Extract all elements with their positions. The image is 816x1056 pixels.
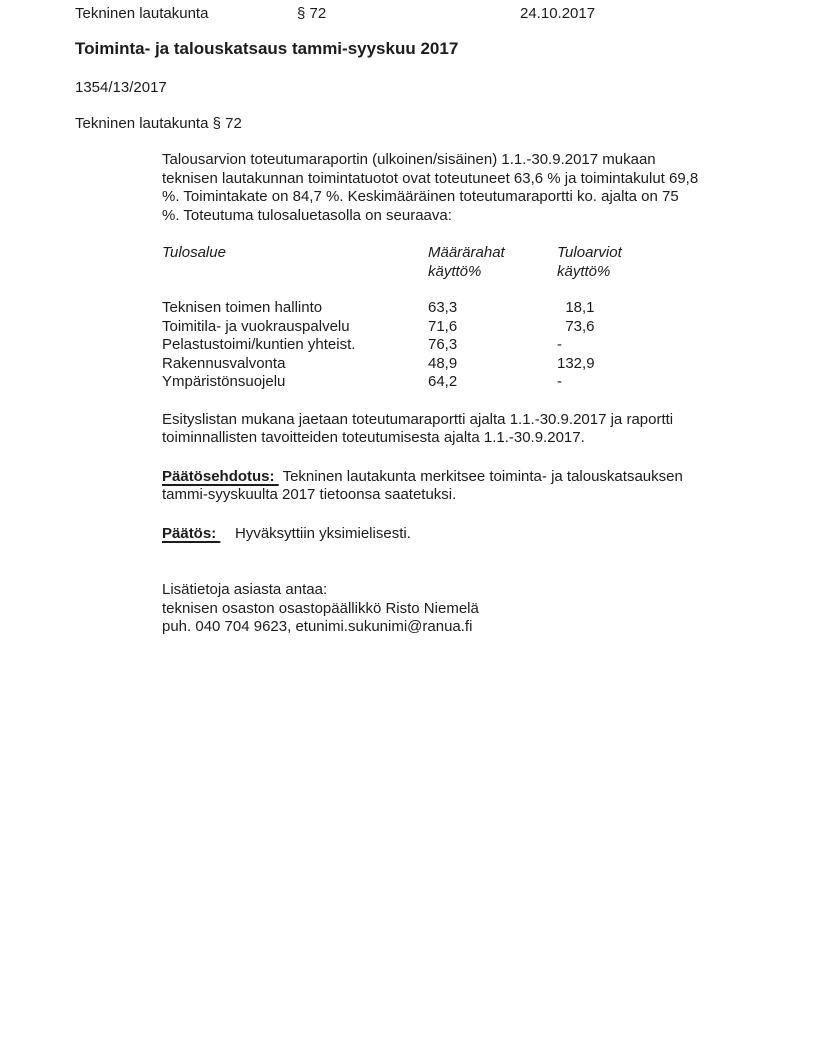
intro-paragraph [162, 151, 806, 225]
table-row [162, 318, 806, 337]
cell-revenue: 73,6 [557, 317, 595, 335]
contact-person: teknisen osaston osastopäällikkö Risto Niemelä [162, 599, 479, 617]
subheading: Tekninen lautakunta § 72 [75, 115, 242, 132]
cell-revenue: - [557, 336, 562, 353]
decision-text: Hyväksyttiin yksimielisesti. [235, 524, 411, 542]
cell-area: Toimitila- ja vuokrauspalvelu [162, 317, 350, 335]
table-row [162, 336, 806, 355]
intro-line: teknisen lautakunnan toimintatuotot ovat toteutuneet 63,6 % ja toimintakulut 69,8 [162, 169, 699, 187]
attachment-line: toiminnallisten tavoitteiden toteutumisesta ajalta 1.1.-30.9.2017. [162, 429, 585, 446]
decision-proposal [162, 468, 806, 505]
cell-area: Rakennusvalvonta [162, 354, 286, 372]
results-table-rows [162, 299, 806, 392]
decision-proposal-line1 [162, 468, 806, 487]
intro-line: %. Toteutuma tulosaluetasolla on seuraava: [162, 206, 452, 224]
intro-line: %. Toimintakate on 84,7 %. Keskimääräinen toteutumaraportti ko. ajalta on 75 [162, 188, 679, 205]
cell-area: Ympäristönsuojelu [162, 373, 286, 390]
table-row [162, 299, 806, 318]
cell-appropriations: 63,3 [428, 299, 458, 316]
cell-revenue: 132,9 [557, 354, 595, 372]
column-header-tuloarviot: Tuloarviot käyttö% [557, 244, 622, 280]
document-title: Toiminta- ja talouskatsaus tammi-syyskuu 2017 [75, 39, 459, 58]
decision-proposal-label: Päätösehdotus: [162, 467, 279, 485]
column-header-maararahat: Määrärahat käyttö% [428, 244, 505, 280]
cell-area: Pelastustoimi/kuntien yhteist. [162, 336, 356, 353]
header-committee: Tekninen lautakunta [75, 5, 209, 22]
header-section-number: § 72 [297, 5, 327, 22]
cell-appropriations: 76,3 [428, 336, 458, 353]
decision-label-cell [162, 525, 235, 544]
decision [162, 525, 806, 544]
cell-revenue: - [557, 373, 562, 390]
intro-line: Talousarvion toteutumaraportin (ulkoinen/sisäinen) 1.1.-30.9.2017 mukaan [162, 151, 656, 168]
attachment-line: Esityslistan mukana jaetaan toteutumaraportti ajalta 1.1.-30.9.2017 ja raportti [162, 410, 674, 428]
cell-appropriations: 64,2 [428, 373, 458, 390]
contact-phone-email: puh. 040 704 9623, etunimi.sukunimi@ranua.fi [162, 618, 473, 635]
contact-info [162, 581, 806, 637]
body-content [162, 151, 806, 637]
cell-appropriations: 48,9 [428, 354, 458, 372]
header-date: 24.10.2017 [520, 5, 596, 22]
cell-area: Teknisen toimen hallinto [162, 299, 323, 316]
cell-appropriations: 71,6 [428, 317, 458, 335]
decision-proposal-line2: tammi-syyskuulta 2017 tietoonsa saatetuksi. [162, 486, 457, 503]
page-header [0, 5, 816, 24]
contact-intro: Lisätietoja asiasta antaa: [162, 581, 328, 598]
results-table [162, 244, 806, 392]
case-number: 1354/13/2017 [75, 79, 167, 96]
cell-revenue: 18,1 [557, 299, 595, 316]
results-table-header-row [162, 244, 806, 281]
attachment-paragraph [162, 411, 806, 448]
column-header-tulosalue: Tulosalue [162, 244, 226, 261]
decision-label: Päätös: [162, 524, 221, 542]
table-row [162, 355, 806, 374]
table-row [162, 373, 806, 392]
decision-proposal-text: Tekninen lautakunta merkitsee toiminta- ja talouskatsauksen [282, 467, 683, 485]
